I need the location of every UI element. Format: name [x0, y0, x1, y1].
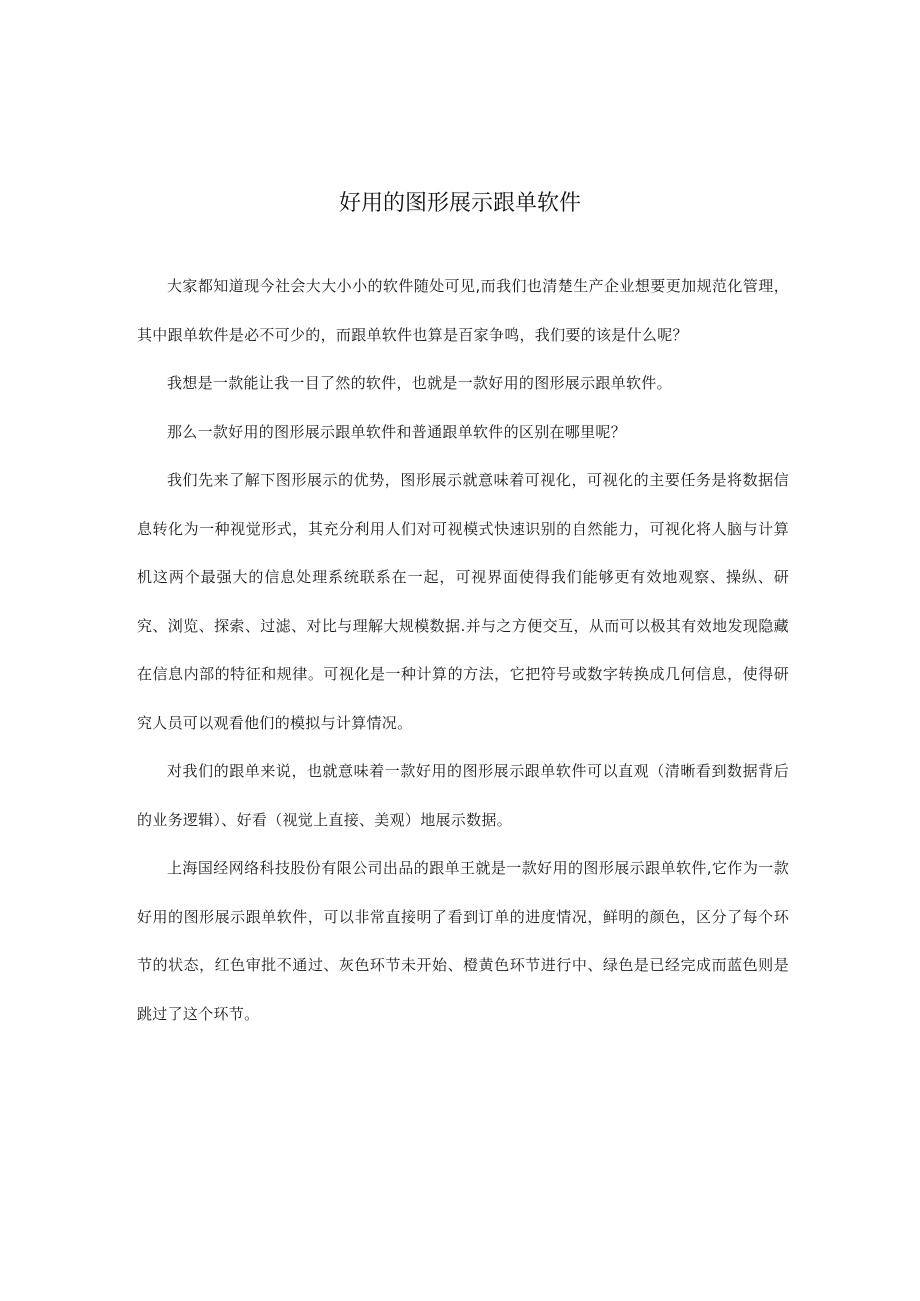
paragraph-intro: 大家都知道现今社会大大小小的软件随处可见,而我们也清楚生产企业想要更加规范化管理，其中跟单软件是必不可少的，而跟单软件也算是百家争鸣，我们要的该是什么呢？ — [137, 277, 789, 344]
paragraph-visualization: 我们先来了解下图形展示的优势，图形展示就意味着可视化，可视化的主要任务是将数据信息转化为一种视觉形式，其充分利用人们对可视模式快速识别的自然能力，可视化将人脑与计算机这两个最强大的信息处理系统联系在一起，可视界面使得我们能够更有效地观察、操纵、研究、浏览、探索、过滤、对比与理解大规模数据.并与之方便交互，从而可以极其有效地发现隐藏在信息内部的特征和规律。可视化是一种计算的方法，它把符号或数字转换成几何信息，使得研究人员可以观看他们的模拟与计算情况。 — [137, 471, 789, 732]
paragraph-question: 那么一款好用的图形展示跟单软件和普通跟单软件的区别在哪里呢？ — [167, 422, 627, 441]
paragraph-tracking: 对我们的跟单来说，也就意味着一款好用的图形展示跟单软件可以直观（清晰看到数据背后的业务逻辑）、好看（视觉上直接、美观）地展示数据。 — [137, 762, 789, 829]
paragraph-thought: 我想是一款能让我一目了然的软件，也就是一款好用的图形展示跟单软件。 — [167, 374, 672, 392]
document-title: 好用的图形展示跟单软件 — [338, 191, 581, 216]
paragraph-product: 上海国经网络科技股份有限公司出品的跟单王就是一款好用的图形展示跟单软件,它作为一款好用的图形展示跟单软件，可以非常直接明了看到订单的进度情况，鲜明的颜色，区分了每个环节的状态，红色审批不通过、灰色环节未开始、橙黄色环节进行中、绿色是已经完成而蓝色则是跳过了这个环节。 — [137, 859, 789, 1023]
document-body — [137, 262, 789, 1038]
